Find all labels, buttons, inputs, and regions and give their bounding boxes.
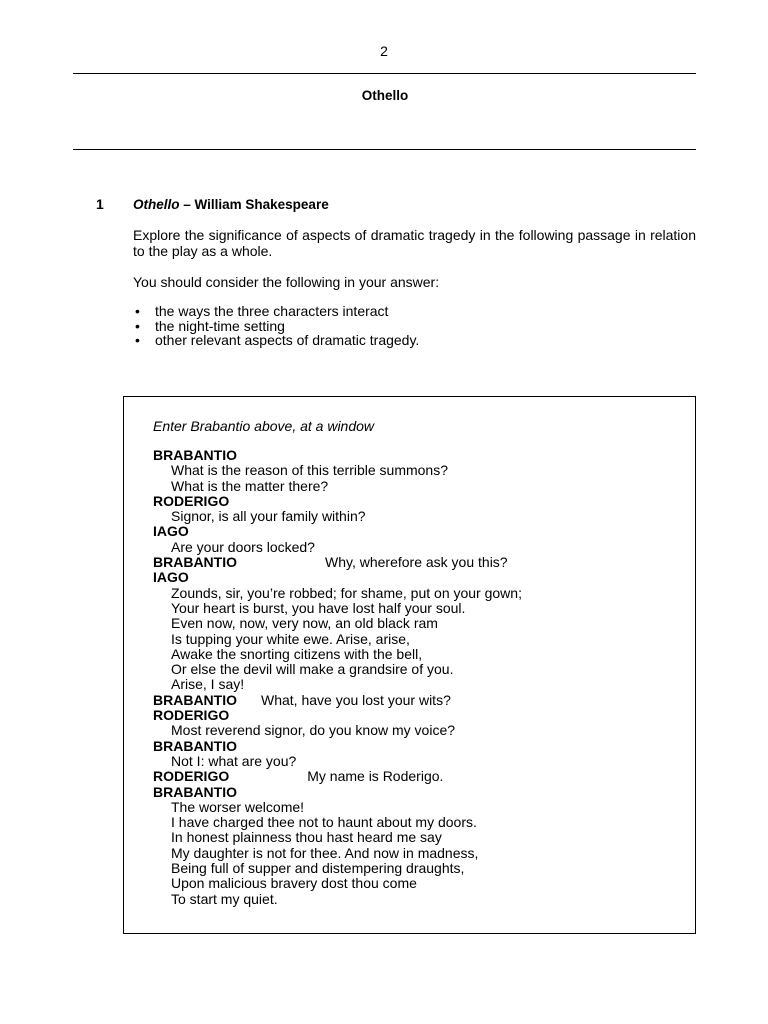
inline-speech: Why, wherefore ask you this? xyxy=(325,554,508,571)
verse-line: What is the matter there? xyxy=(171,477,329,494)
speaker-name: BRABANTIO xyxy=(153,691,237,708)
bullet-dot-icon: • xyxy=(135,332,140,348)
question-title-author: – William Shakespeare xyxy=(179,197,329,212)
inline-speech: My name is Roderigo. xyxy=(307,768,444,785)
speaker-name: IAGO xyxy=(153,569,189,586)
verse-line: I have charged thee not to haunt about my doors. xyxy=(171,814,477,831)
speaker-line xyxy=(153,494,673,509)
bullet-item: • the ways the three characters interact xyxy=(135,303,389,319)
speaker-line xyxy=(153,785,673,800)
question-instruction: Explore the significance of aspects of dramatic tragedy in the following passage in relation to the play as a whole. xyxy=(133,227,696,259)
header-rule-top xyxy=(73,73,696,74)
speaker-line xyxy=(153,739,673,754)
verse-line: Arise, I say! xyxy=(171,676,245,693)
speaker-line xyxy=(153,693,673,708)
speaker-line xyxy=(153,570,673,585)
verse-line: Are your doors locked? xyxy=(171,538,315,555)
speaker-name: BRABANTIO xyxy=(153,447,237,463)
verse-line: To start my quiet. xyxy=(171,890,278,907)
header-title: Othello xyxy=(361,88,409,103)
question-title xyxy=(133,197,329,212)
passage xyxy=(153,418,673,907)
bullet-dot-icon: • xyxy=(135,303,140,319)
verse-line: Your heart is burst, you have lost half your soul. xyxy=(171,599,466,616)
question-title-play: Othello xyxy=(133,197,180,212)
verse-line: Being full of supper and distempering draughts, xyxy=(171,860,465,877)
verse-line: Even now, now, very now, an old black ram xyxy=(171,615,438,632)
passage-lines xyxy=(153,448,673,907)
header-rule-bottom xyxy=(73,149,696,150)
verse-line: The worser welcome! xyxy=(171,798,305,815)
speaker-name: RODERIGO xyxy=(153,492,230,509)
verse-line: My daughter is not for thee. And now in madness, xyxy=(171,844,479,861)
speaker-name: BRABANTIO xyxy=(153,554,237,571)
verse-line: Or else the devil will make a grandsire of you. xyxy=(171,661,454,678)
speaker-name: IAGO xyxy=(153,523,189,540)
stage-direction: Enter Brabantio above, at a window xyxy=(153,418,375,434)
bullet-dot-icon: • xyxy=(135,317,140,334)
bullet-list xyxy=(133,304,419,348)
speaker-line xyxy=(153,769,673,784)
speaker-name: BRABANTIO xyxy=(153,737,237,754)
speaker-name: RODERIGO xyxy=(153,707,230,724)
question-number: 1 xyxy=(96,196,104,212)
verse-line: Not I: what are you? xyxy=(171,752,297,769)
speaker-name: RODERIGO xyxy=(153,768,230,785)
speaker-line xyxy=(153,524,673,539)
verse-line: Awake the snorting citizens with the bell, xyxy=(171,645,423,662)
verse-line: Zounds, sir, you’re robbed; for shame, put on your gown; xyxy=(171,584,522,601)
verse-line: What is the reason of this terrible summons? xyxy=(171,462,449,479)
speaker-line xyxy=(153,708,673,723)
page-number: 2 xyxy=(380,43,388,59)
verse-line: Signor, is all your family within? xyxy=(171,508,366,525)
verse-line: In honest plainness thou hast heard me say xyxy=(171,829,442,846)
verse-line: Is tupping your white ewe. Arise, arise, xyxy=(171,630,410,647)
inline-speech: What, have you lost your wits? xyxy=(261,691,451,708)
verse-line: Upon malicious bravery dost thou come xyxy=(171,875,417,892)
speaker-line xyxy=(153,555,673,570)
speaker-line xyxy=(153,448,673,463)
verse-line: Most reverend signor, do you know my voice? xyxy=(171,722,456,739)
question-consider: You should consider the following in your answer: xyxy=(133,274,440,290)
bullet-item: • the night-time setting xyxy=(135,317,285,334)
speaker-name: BRABANTIO xyxy=(153,783,237,800)
bullet-item: • other relevant aspects of dramatic tragedy. xyxy=(135,332,420,348)
